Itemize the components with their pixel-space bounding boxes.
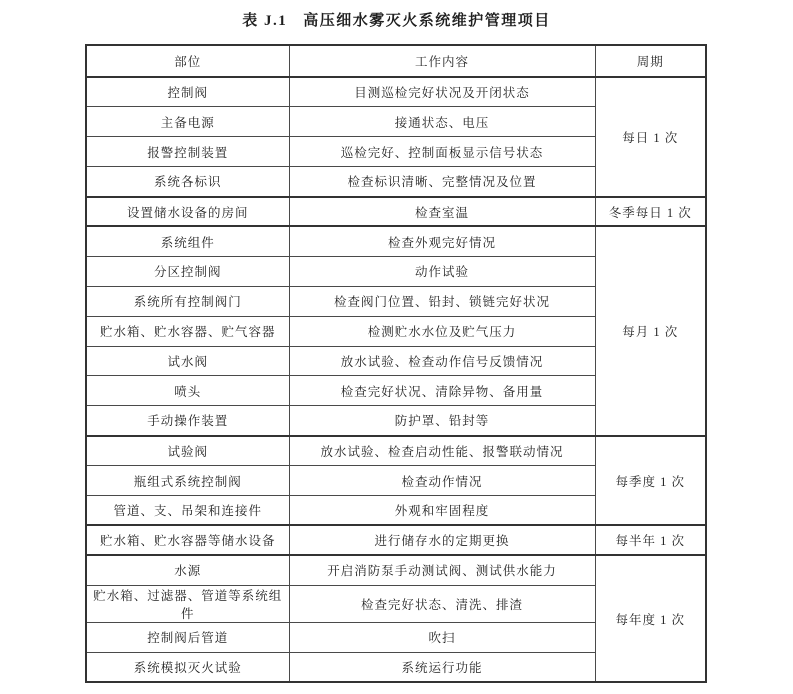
work-cell: 检查室温	[289, 197, 595, 227]
work-cell: 目测巡检完好状况及开闭状态	[289, 77, 595, 107]
work-cell: 防护罩、铅封等	[289, 406, 595, 436]
maintenance-table	[85, 44, 707, 683]
table-title	[0, 9, 793, 33]
period-cell: 每季度 1 次	[595, 436, 706, 526]
header-work: 工作内容	[289, 45, 595, 77]
part-cell: 主备电源	[86, 107, 289, 137]
table-row	[86, 525, 706, 555]
period-cell: 冬季每日 1 次	[595, 197, 706, 227]
period-cell: 每日 1 次	[595, 77, 706, 197]
work-cell: 检查标识清晰、完整情况及位置	[289, 167, 595, 197]
work-cell: 动作试验	[289, 256, 595, 286]
work-cell: 巡检完好、控制面板显示信号状态	[289, 137, 595, 167]
table-row	[86, 226, 706, 256]
work-cell: 检查阀门位置、铅封、锁链完好状况	[289, 286, 595, 316]
work-cell: 开启消防泵手动测试阀、测试供水能力	[289, 555, 595, 585]
part-cell: 试验阀	[86, 436, 289, 466]
table-body	[86, 77, 706, 682]
part-cell: 喷头	[86, 376, 289, 406]
work-cell: 检查完好状态、清洗、排渣	[289, 585, 595, 622]
part-cell: 系统各标识	[86, 167, 289, 197]
part-cell: 系统组件	[86, 226, 289, 256]
period-cell: 每半年 1 次	[595, 525, 706, 555]
table-row	[86, 555, 706, 585]
work-cell: 检测贮水水位及贮气压力	[289, 316, 595, 346]
table-title-label: 表 J.1	[242, 13, 288, 29]
part-cell: 系统模拟灭火试验	[86, 652, 289, 682]
header-part: 部位	[86, 45, 289, 77]
part-cell: 控制阀	[86, 77, 289, 107]
table-header	[86, 45, 706, 77]
period-cell: 每年度 1 次	[595, 555, 706, 682]
work-cell: 检查动作情况	[289, 466, 595, 496]
table-header-row	[86, 45, 706, 77]
work-cell: 检查外观完好情况	[289, 226, 595, 256]
work-cell: 放水试验、检查启动性能、报警联动情况	[289, 436, 595, 466]
part-cell: 系统所有控制阀门	[86, 286, 289, 316]
part-cell: 试水阀	[86, 346, 289, 376]
work-cell: 系统运行功能	[289, 652, 595, 682]
table-title-text: 高压细水雾灭火系统维护管理项目	[303, 13, 551, 29]
table-row	[86, 436, 706, 466]
part-cell: 控制阀后管道	[86, 622, 289, 652]
header-period: 周期	[595, 45, 706, 77]
part-cell: 贮水箱、过滤器、管道等系统组件	[86, 585, 289, 622]
work-cell: 外观和牢固程度	[289, 495, 595, 525]
work-cell: 进行储存水的定期更换	[289, 525, 595, 555]
table-row	[86, 77, 706, 107]
part-cell: 瓶组式系统控制阀	[86, 466, 289, 496]
part-cell: 水源	[86, 555, 289, 585]
part-cell: 报警控制装置	[86, 137, 289, 167]
work-cell: 放水试验、检查动作信号反馈情况	[289, 346, 595, 376]
part-cell: 贮水箱、贮水容器等储水设备	[86, 525, 289, 555]
period-cell: 每月 1 次	[595, 226, 706, 435]
work-cell: 吹扫	[289, 622, 595, 652]
part-cell: 分区控制阀	[86, 256, 289, 286]
work-cell: 检查完好状况、清除异物、备用量	[289, 376, 595, 406]
work-cell: 接通状态、电压	[289, 107, 595, 137]
table-row	[86, 197, 706, 227]
part-cell: 手动操作装置	[86, 406, 289, 436]
part-cell: 贮水箱、贮水容器、贮气容器	[86, 316, 289, 346]
part-cell: 设置储水设备的房间	[86, 197, 289, 227]
part-cell: 管道、支、吊架和连接件	[86, 495, 289, 525]
